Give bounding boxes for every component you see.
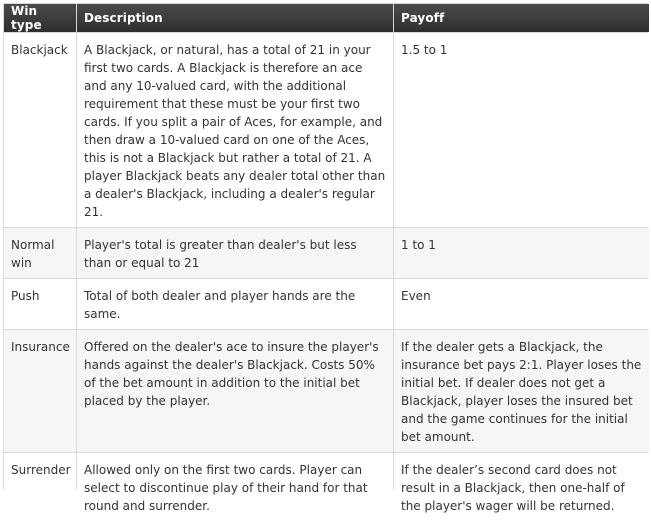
payoff-table-container <box>3 3 648 513</box>
table-row <box>4 33 649 227</box>
cell-win-type: Push <box>4 279 76 329</box>
cell-payoff: 1 to 1 <box>394 228 649 278</box>
cell-win-type: Surrender <box>4 453 76 521</box>
cell-description: Total of both dealer and player hands are the same. <box>77 279 393 329</box>
table-row <box>4 279 649 329</box>
cell-win-type: Insurance <box>4 330 76 452</box>
cell-win-type: Normal win <box>4 228 76 278</box>
cell-payoff: If the dealer’s second card does not result in a Blackjack, then one-half of the player's wager will be returned. <box>394 453 649 521</box>
header-description: Description <box>77 4 393 32</box>
table-row <box>4 330 649 452</box>
table-header-row <box>4 4 649 32</box>
table-row <box>4 453 649 521</box>
cell-description: A Blackjack, or natural, has a total of 21 in your first two cards. A Blackjack is therefore an ace and any 10-valued card, with the additional requirement that these must be your first two cards. If you split a pair of Aces, for example, and then draw a 10-valued card on one of the Aces, this is not a Blackjack but rather a total of 21. A player Blackjack beats any dealer total other than a dealer's Blackjack, including a dealer's regular 21. <box>77 33 393 227</box>
cell-payoff: Even <box>394 279 649 329</box>
cell-payoff: If the dealer gets a Blackjack, the insurance bet pays 2:1. Player loses the initial bet. If dealer does not get a Blackjack, player loses the insured bet and the game continues for the initial bet amount. <box>394 330 649 452</box>
cell-win-type: Blackjack <box>4 33 76 227</box>
cell-description: Player's total is greater than dealer's but less than or equal to 21 <box>77 228 393 278</box>
cell-payoff: 1.5 to 1 <box>394 33 649 227</box>
blackjack-payoff-table <box>3 3 650 522</box>
cell-description: Offered on the dealer's ace to insure the player's hands against the dealer's Blackjack. Costs 50% of the bet amount in addition to the initial bet placed by the player. <box>77 330 393 452</box>
header-win-type: Win type <box>4 4 76 32</box>
table-row <box>4 228 649 278</box>
header-payoff: Payoff <box>394 4 649 32</box>
cell-description: Allowed only on the first two cards. Player can select to discontinue play of their hand for that round and surrender. <box>77 453 393 521</box>
